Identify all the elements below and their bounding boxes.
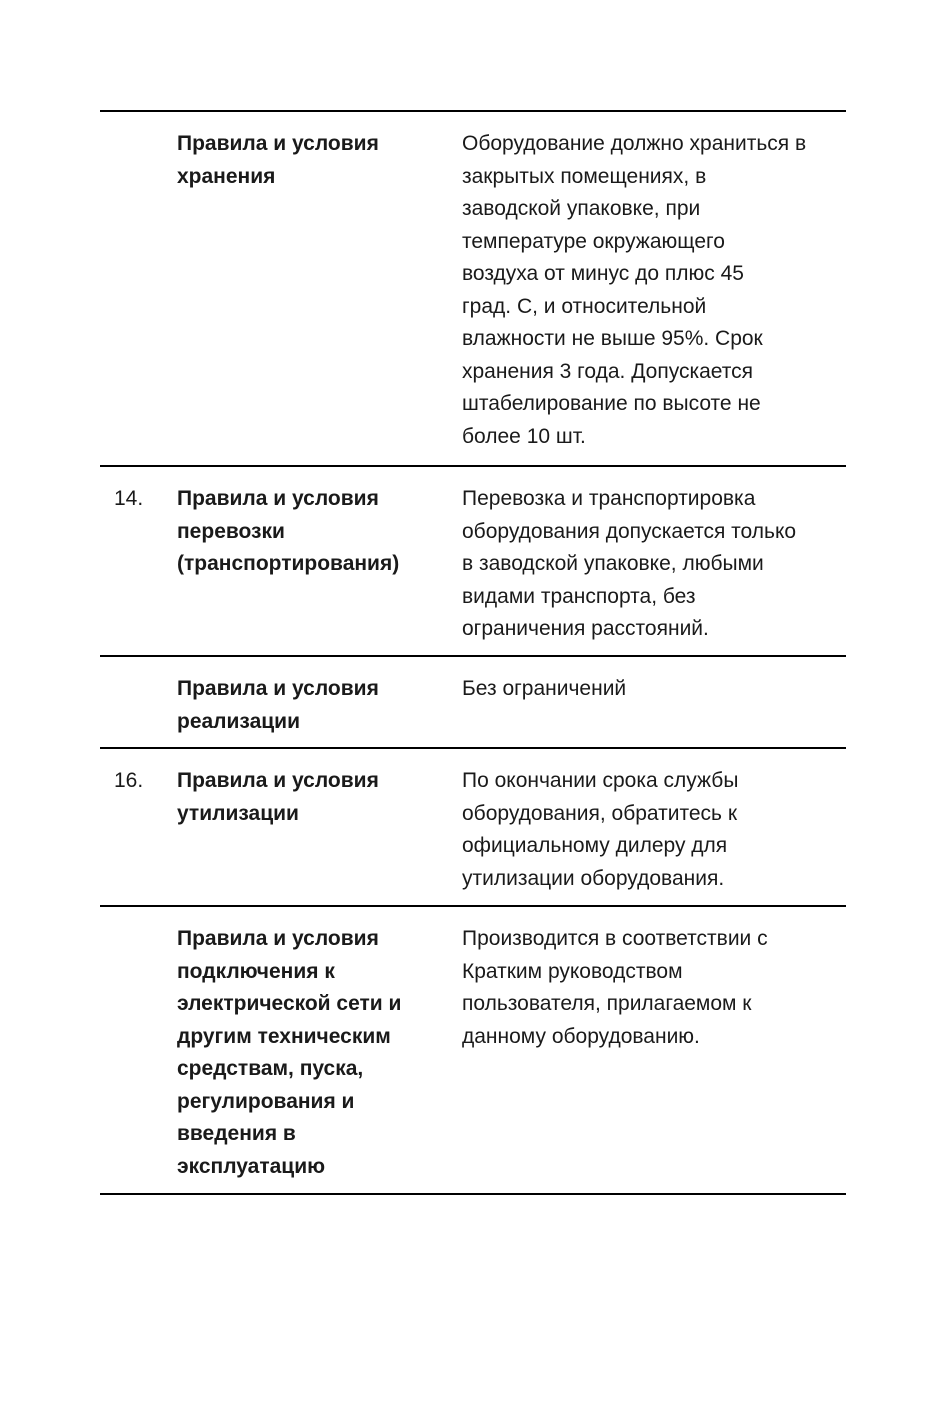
row-number (100, 907, 162, 1196)
row-label: Правила и условия перевозки (транспортирования) (177, 487, 400, 575)
row-label: Правила и условия хранения (177, 132, 379, 188)
row-value: Перевозка и транспортировка оборудования допускается только в заводской упаковке, любыми видами транспорта, без ограничения расстояний. (462, 487, 797, 640)
table-row (100, 110, 846, 465)
table-row (100, 655, 846, 747)
row-number: 16. (114, 769, 144, 792)
row-value: Без ограничений (462, 677, 627, 700)
table-row (100, 465, 846, 655)
row-label: Правила и условия утилизации (177, 769, 379, 825)
row-value: По окончании срока службы оборудования, обратитесь к официальному дилеру для утилизации оборудования. (462, 769, 739, 890)
row-label: Правила и условия реализации (177, 677, 379, 733)
table-row (100, 905, 846, 1195)
row-number (100, 657, 162, 751)
row-value: Оборудование должно храниться в закрытых помещениях, в заводской упаковке, при температуре окружающего воздуха от минус до плюс 45 град. С, и относительной влажности не выше 95%. Срок хранения 3 года. Допускается штабелирование по высоте не более 10 шт. (462, 132, 807, 448)
row-label: Правила и условия подключения к электрической сети и другим техническим средствам, пуска, регулирования и введения в эксплуатацию (177, 927, 402, 1178)
row-number: 14. (114, 487, 144, 510)
row-value: Производится в соответствии с Кратким руководством пользователя, прилагаемом к данному оборудованию. (462, 927, 768, 1048)
specification-table (100, 110, 846, 1195)
table-row (100, 747, 846, 905)
row-number (100, 112, 162, 466)
